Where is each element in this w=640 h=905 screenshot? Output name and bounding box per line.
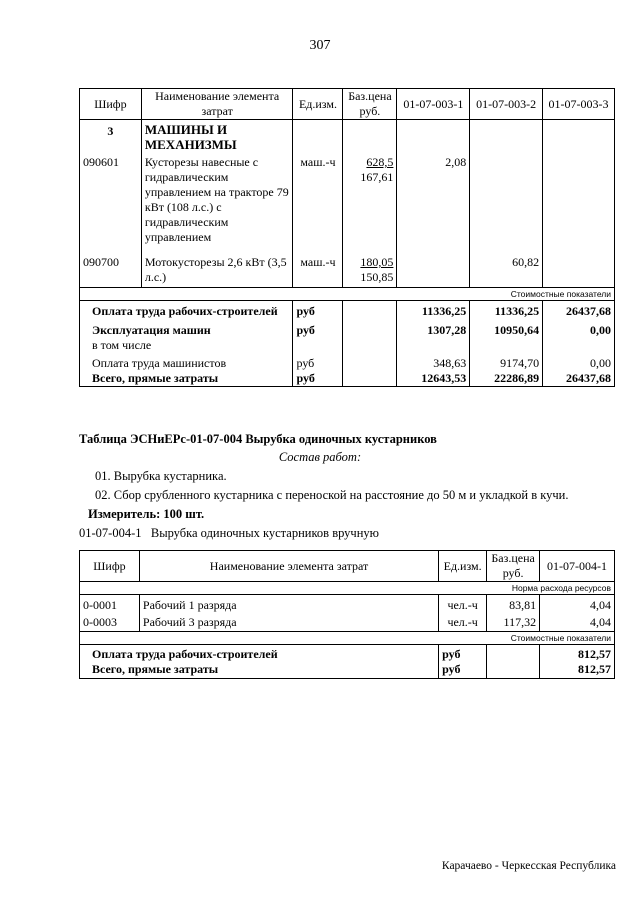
value-cell: 60,82 [470,245,543,288]
resource-name: Рабочий 3 разряда [139,613,438,632]
cost-row [80,319,615,338]
cost-name: Всего, прямые затраты [80,662,439,679]
header-cell: Ед.изм. [439,551,487,582]
composition-item: 01. Вырубка кустарника. [95,469,227,483]
cost-name: в том числе [80,338,293,353]
resource-unit: маш.-ч [293,152,343,245]
header-cell: Ед.изм. [293,89,343,120]
value-cell [470,152,543,245]
cost-value: 348,63 [397,353,470,371]
section-title: МАШИНЫ И МЕХАНИЗМЫ [141,120,293,153]
cost-value: 9174,70 [470,353,543,371]
section-title: Таблица ЭСНиЕРс-01-07-004 Вырубка одиночных кустарников [79,432,437,446]
cost-row [80,645,615,663]
composition-item: 02. Сбор срубленного кустарника с переноской на расстояние до 50 м и укладкой в кучи. [95,488,569,502]
header-cell: Наименование элемента затрат [141,89,293,120]
cost-value: 1307,28 [397,319,470,338]
table-row [80,613,615,632]
resource-table-01-07-004 [79,550,615,679]
subheader-label: Норма расхода ресурсов [80,582,615,595]
resource-code: 0-0003 [80,613,140,632]
cost-value: 26437,68 [543,301,615,320]
subheader-label: Стоимостные показатели [80,632,615,645]
table-header-row [80,551,615,582]
header-cell: Баз.цена руб. [487,551,540,582]
cost-value: 26437,68 [543,371,615,387]
cost-unit: руб [293,353,343,371]
cost-name: Оплата труда рабочих-строителей [80,301,293,320]
table-row [80,595,615,614]
header-cell: Шифр [80,89,142,120]
value-cell [543,152,615,245]
cost-value: 812,57 [540,645,615,663]
cost-value: 0,00 [543,319,615,338]
resource-price [343,245,397,288]
cost-row [80,662,615,679]
resource-price: 117,32 [487,613,540,632]
value-cell: 4,04 [540,613,615,632]
value-cell: 2,08 [397,152,470,245]
header-cell: 01-07-004-1 [540,551,615,582]
cost-value: 11336,25 [397,301,470,320]
footer-region: Карачаево - Черкесская Республика [441,860,616,872]
table-header-row [80,89,615,120]
header-cell: Баз.цена руб. [343,89,397,120]
header-cell: Наименование элемента затрат [139,551,438,582]
cost-row [80,353,615,371]
cost-row [80,338,615,353]
cost-row [80,301,615,320]
resource-name: Мотокусторезы 2,6 кВт (3,5 л.с.) [141,245,293,288]
resource-name: Рабочий 1 разряда [139,595,438,614]
cost-name: Оплата труда машинистов [80,353,293,371]
price-top: 180,05 [360,255,394,269]
resource-code: 090700 [80,245,142,288]
value-cell [543,245,615,288]
cost-name: Всего, прямые затраты [80,371,293,387]
cost-name: Оплата труда рабочих-строителей [80,645,439,663]
header-cell: 01-07-003-1 [397,89,470,120]
cost-value: 12643,53 [397,371,470,387]
resource-price [343,152,397,245]
cost-value: 10950,64 [470,319,543,338]
subheader-row [80,632,615,645]
subheader-label: Стоимостные показатели [80,288,615,301]
cost-name: Эксплуатация машин [80,319,293,338]
resource-code: 0-0001 [80,595,140,614]
cost-value: 0,00 [543,353,615,371]
cost-unit: руб [293,319,343,338]
price-top: 628,5 [366,155,394,169]
resource-price: 83,81 [487,595,540,614]
value-cell [397,245,470,288]
measure-unit: Измеритель: 100 шт. [88,507,205,521]
header-cell: Шифр [80,551,140,582]
resource-unit: чел.-ч [439,595,487,614]
value-cell: 4,04 [540,595,615,614]
resource-name: Кусторезы навесные с гидравлическим управлением на тракторе 79 кВт (108 л.с.) с гидравлическим управлением [141,152,293,245]
cost-row [80,371,615,387]
resource-unit: маш.-ч [293,245,343,288]
subsection-title: 01-07-004-1 Вырубка одиночных кустарников вручную [79,526,379,540]
cost-value: 812,57 [540,662,615,679]
cost-unit: руб [439,662,487,679]
cost-value: 22286,89 [470,371,543,387]
price-bottom: 150,85 [360,270,394,284]
table-row [80,245,615,288]
cost-value: 11336,25 [470,301,543,320]
subheader-row [80,582,615,595]
section-row [80,120,615,153]
subheader-row [80,288,615,301]
cost-unit: руб [293,301,343,320]
resource-table-01-07-003 [79,88,615,387]
cost-unit: руб [439,645,487,663]
header-cell: 01-07-003-2 [470,89,543,120]
header-cell: 01-07-003-3 [543,89,615,120]
resource-unit: чел.-ч [439,613,487,632]
page-number: 307 [309,38,331,53]
price-bottom: 167,61 [360,170,394,184]
section-code: 3 [80,120,142,153]
resource-code: 090601 [80,152,142,245]
cost-unit: руб [293,371,343,387]
table-row [80,152,615,245]
composition-title: Состав работ: [278,450,362,464]
